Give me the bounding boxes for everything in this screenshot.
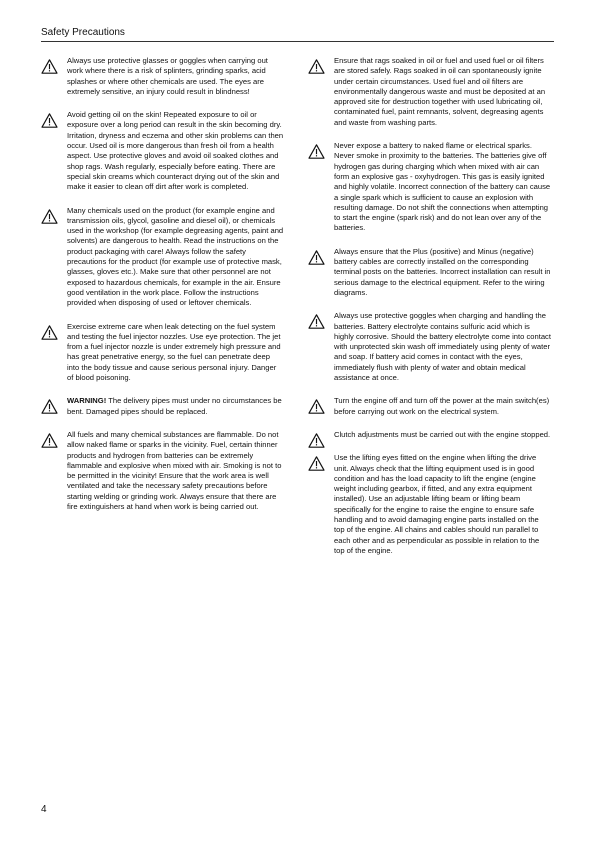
precaution-text: Never expose a battery to naked flame or electrical sparks. Never smoke in proximity to the batteries. The batteries give off hydrogen gas during charging which when mixed with air can form an explosive gas - oxyhydrogen. This gas is easily ignited and highly volatile. Incorrect connection of the battery can cause a single spark which is sufficient to cause an explosion with resulting damage. Do not shift the connections when attempting to start the engine (spark risk) and do not lean over any of the batteries. <box>334 141 551 233</box>
warning-triangle-icon <box>308 314 325 329</box>
precaution-item <box>41 206 284 309</box>
precaution-item <box>41 396 284 417</box>
precaution-text: Use the lifting eyes fitted on the engine when lifting the drive unit. Always check that the lifting equipment used is in good condition and has the load capacity to lift the engine (engine weight including gearbox, if fitted, and any extra equipment installed). Use an adjustable lifting beam or lifting beam specifically for the engine to raise the engine to ensure safe handling and to avoid damaging engine parts installed on the top of the engine. All chains and cables should run parallel to each other and as perpendicular as possible in relation to the top of the engine. <box>334 453 540 555</box>
warning-triangle-icon <box>308 456 325 471</box>
precaution-text: Always use protective goggles when charging and handling the batteries. Battery electrolyte contains sulfuric acid which is highly corrosive. Should the battery electrolyte come into contact with unprotected skin wash off immediately using plenty of water and soap. If battery acid comes in contact with the eyes, immediately flush with plenty of water and obtain medical assistance at once. <box>334 311 551 383</box>
precaution-item <box>308 141 551 234</box>
warning-triangle-icon <box>308 250 325 265</box>
warning-triangle-icon <box>308 144 325 159</box>
warning-label: WARNING! <box>67 396 107 406</box>
precaution-text: Avoid getting oil on the skin! Repeated exposure to oil or exposure over a long period can result in the skin becoming dry. Irritation, dryness and eczema and other skin problems can then occur. Used oil is more dangerous than fresh oil from a health aspect. Use protective gloves and avoid oil soaked clothes and shop rags. Wash regularly, especially before eating. There are special skin creams which counteract drying out of the skin and make it easier to clean off dirt after work is completed. <box>67 110 284 192</box>
precaution-text <box>67 396 284 417</box>
warning-triangle-icon <box>308 433 325 448</box>
precaution-item <box>41 110 284 192</box>
precaution-text: Always ensure that the Plus (positive) and Minus (negative) battery cables are correctly installed on the corresponding terminal posts on the batteries. Incorrect installation can result in serious damage to the electrical equipment. Refer to the wiring diagrams. <box>334 246 551 297</box>
precaution-text: Exercise extreme care when leak detecting on the fuel system and testing the fuel injector nozzles. Use eye protection. The jet from a fuel injector nozzle is under extremely high pressure and has great penetrative energy, so the fuel can penetrate deep into the body tissue and cause serious personal injury. Danger of blood poisoning. <box>67 321 281 383</box>
warning-triangle-icon <box>41 59 58 74</box>
precaution-item <box>41 322 284 384</box>
page-header: Safety Precautions <box>41 27 125 38</box>
warning-body: The delivery pipes must under no circumstances be bent. Damaged pipes should be replaced. <box>67 396 282 416</box>
warning-triangle-icon <box>308 59 325 74</box>
precaution-item <box>308 396 551 417</box>
precaution-text: Ensure that rags soaked in oil or fuel and used fuel or oil filters are stored safely. Rags soaked in oil can spontaneously ignite under certain circumstances. Used fuel and oil filters are environmentally dangerous waste and must be deposited at an approved site for destruction together with used lubricating oil, contaminated fuel, paint remnants, solvent, degreasing agents and waste from washing parts. <box>334 56 546 127</box>
precaution-item <box>41 56 284 97</box>
precaution-item <box>308 56 551 128</box>
precaution-text: Many chemicals used on the product (for example engine and transmission oils, glycol, gasoline and diesel oil), or chemicals used in the workshop (for example degreasing agents, paint and solvents) are dangerous to health. Read the instructions on the product packaging with care! Always follow the safety precautions for the product (for example use of protective mask, glasses, gloves etc.). Make sure that other personnel are not exposed to hazardous chemicals, for example in the air. Ensure good ventilation in the work place. Follow the instructions provided when disposing of used or leftover chemicals. <box>67 205 284 308</box>
warning-triangle-icon <box>41 209 58 224</box>
warning-triangle-icon <box>41 433 58 448</box>
header-rule <box>41 41 554 42</box>
precaution-text: All fuels and many chemical substances are flammable. Do not allow naked flame or sparks in the vicinity. Fuel, certain thinner products and hydrogen from batteries can be extremely flammable and explosive when mixed with air. Smoking is not to be permitted in the vicinity! Ensure that the work area is well ventilated and take the necessary safety precautions before starting welding or grinding work. Always ensure that there are fire extinguishers at hand when work is being carried out. <box>67 429 282 511</box>
warning-triangle-icon <box>41 113 58 128</box>
precaution-text: Turn the engine off and turn off the power at the main switch(es) before carrying out work on the electrical system. <box>334 396 550 416</box>
precaution-item <box>308 311 551 383</box>
warning-triangle-icon <box>41 399 58 414</box>
warning-triangle-icon <box>41 325 58 340</box>
precaution-item <box>308 247 551 298</box>
right-column <box>308 52 551 556</box>
precaution-item <box>308 430 551 440</box>
precaution-text: Always use protective glasses or goggles when carrying out work where there is a risk of splinters, grinding sparks, acid splashes or where other chemicals are used. The eyes are extremely sensitive, an injury could result in blindness! <box>67 56 268 96</box>
page-number: 4 <box>41 804 47 815</box>
left-column <box>41 52 284 512</box>
precaution-item <box>41 430 284 512</box>
precaution-item <box>308 453 551 556</box>
precaution-text: Clutch adjustments must be carried out with the engine stopped. <box>334 429 551 439</box>
warning-triangle-icon <box>308 399 325 414</box>
